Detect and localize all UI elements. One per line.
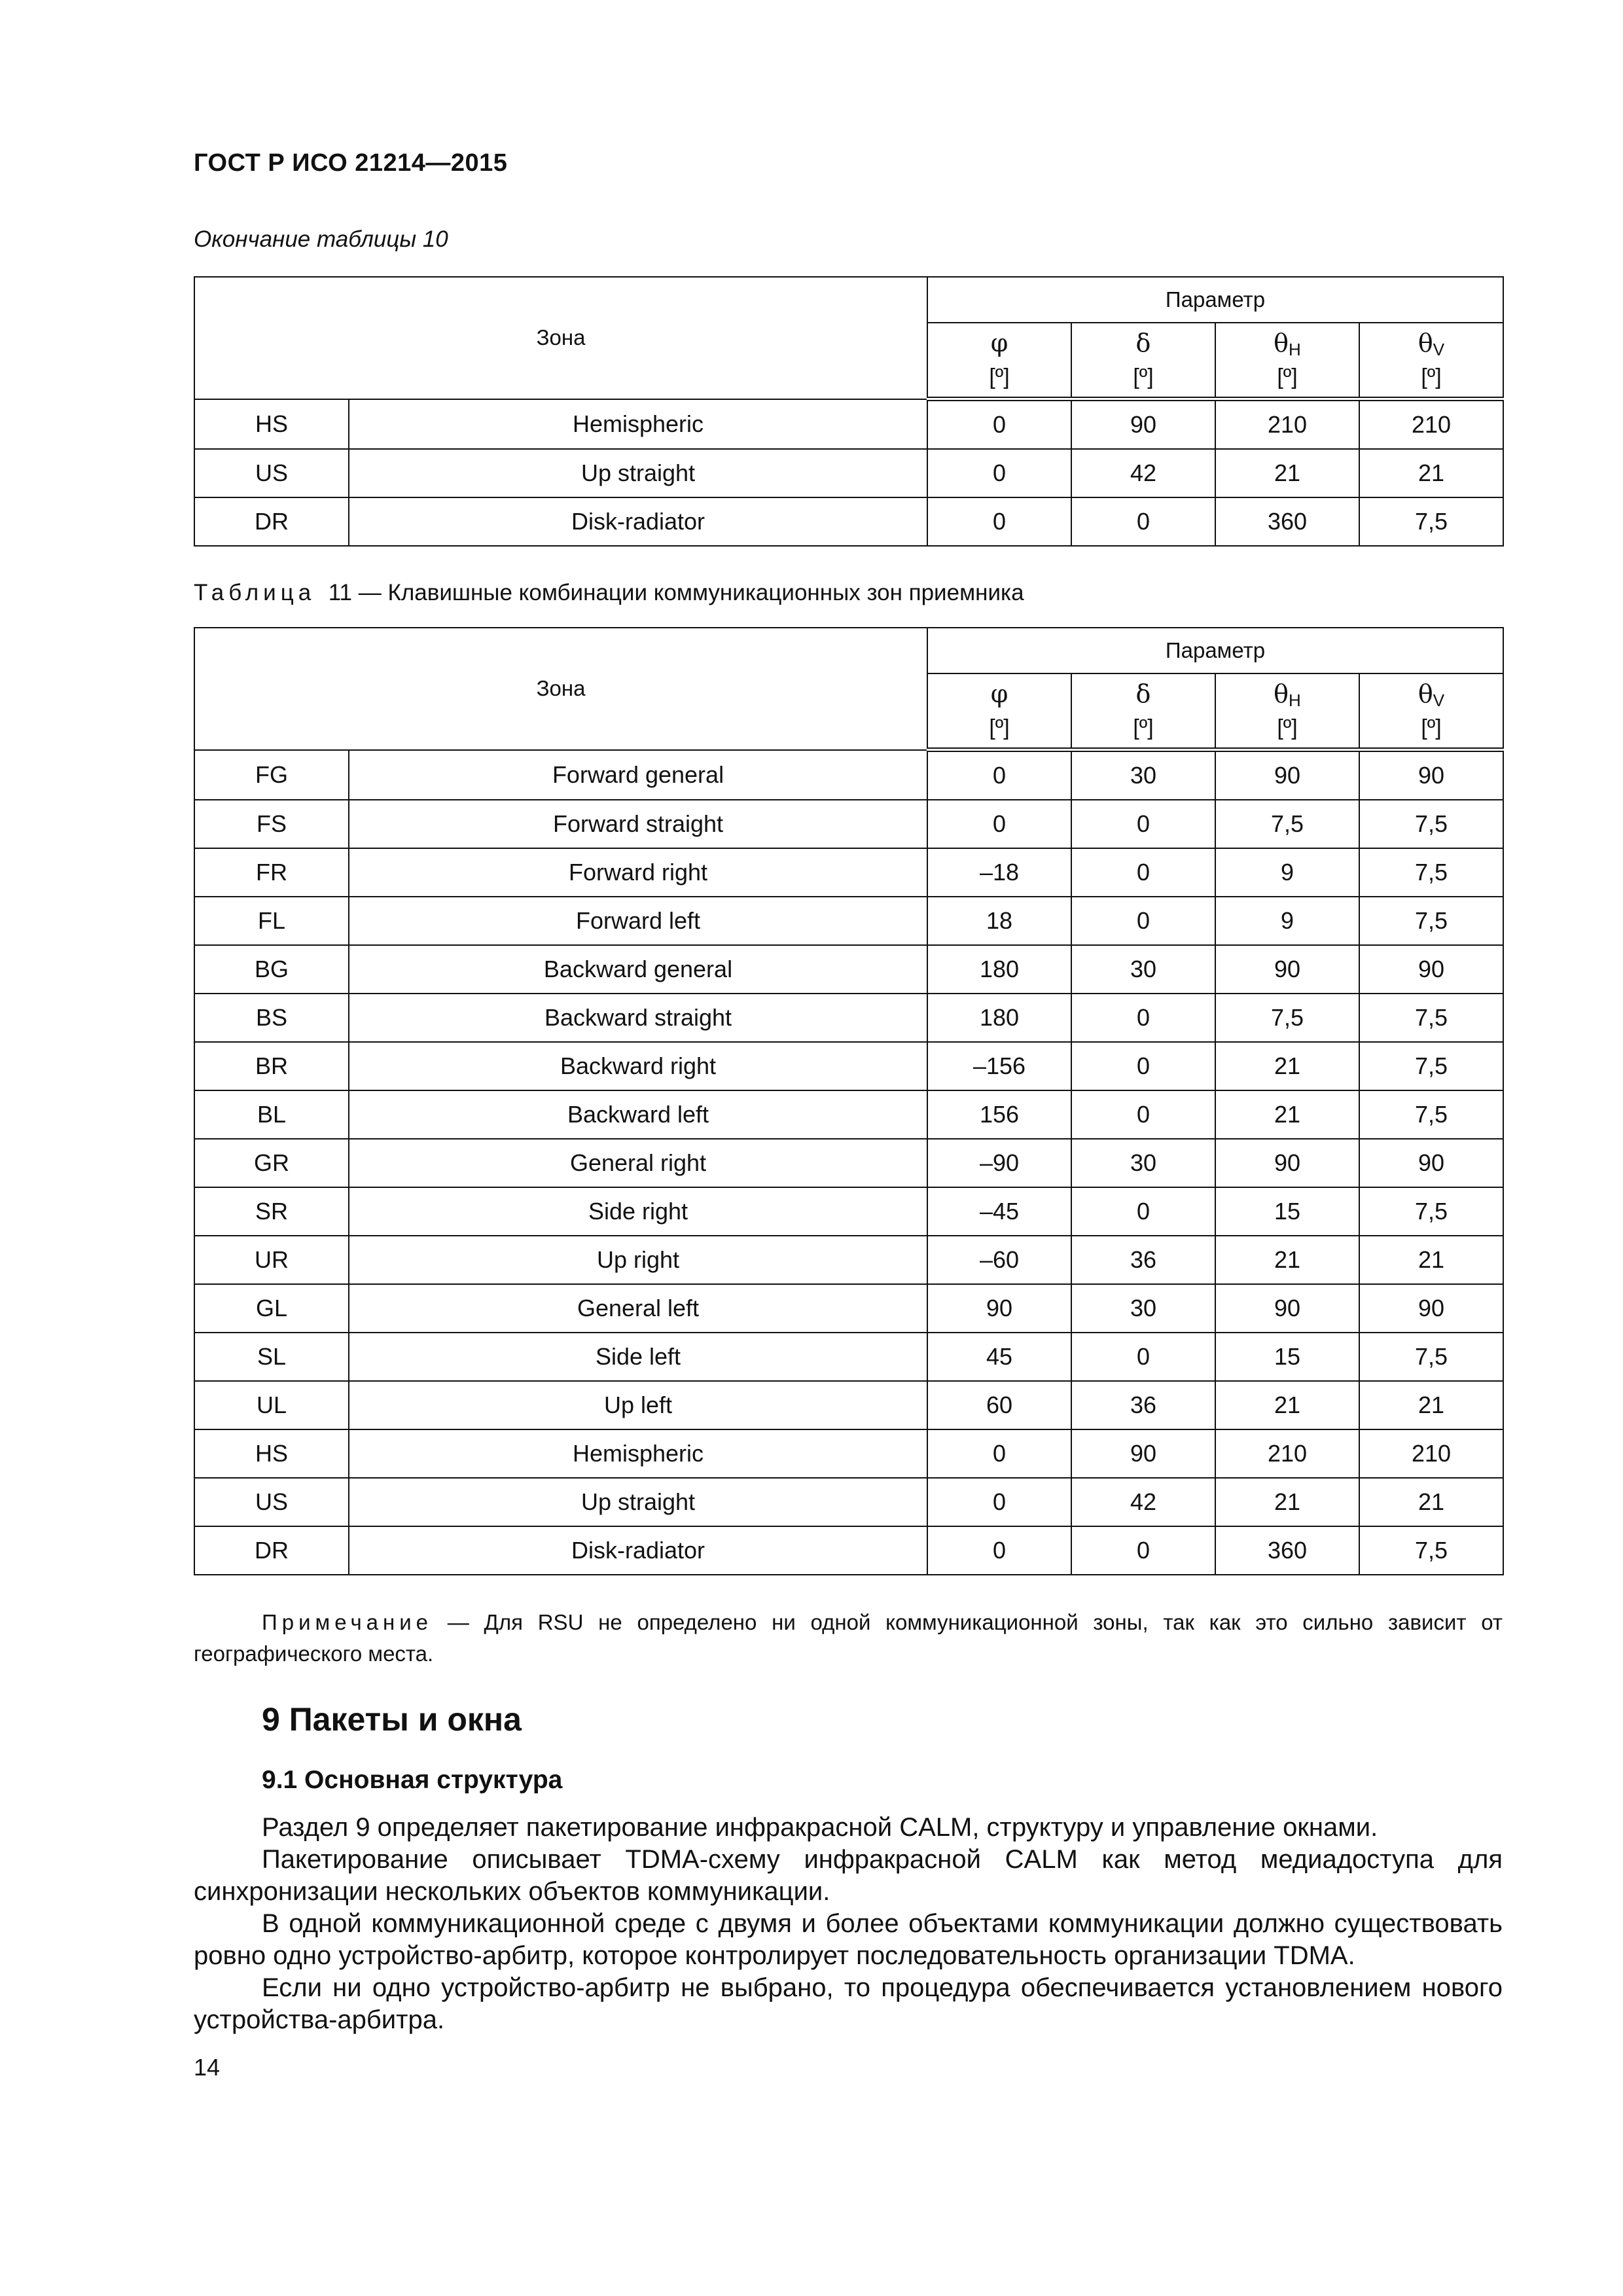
param-header: Параметр	[927, 277, 1503, 323]
zone-name-cell: Hemispheric	[349, 1429, 927, 1478]
param-symbol-subscript: V	[1433, 691, 1445, 710]
table-row	[194, 897, 1503, 945]
table-row	[194, 750, 1503, 800]
paragraph: Если ни одно устройство-арбитр не выбрано, то процедура обеспечивается установлением нового устройства-арбитра.	[194, 1973, 1503, 2034]
theta-h-cell: 7,5	[1215, 994, 1359, 1042]
delta-cell: 30	[1071, 1139, 1215, 1187]
delta-cell: 0	[1071, 1526, 1215, 1575]
delta-cell: 36	[1071, 1236, 1215, 1284]
delta-cell: 42	[1071, 449, 1215, 497]
param-column-header	[1071, 323, 1215, 399]
theta-h-cell: 15	[1215, 1187, 1359, 1236]
table-row	[194, 497, 1503, 546]
table-row	[194, 1187, 1503, 1236]
phi-cell: 180	[927, 994, 1071, 1042]
param-symbol: φ	[990, 329, 1008, 357]
zone-name-cell: Disk-radiator	[349, 497, 927, 546]
theta-h-cell: 21	[1215, 449, 1359, 497]
delta-cell: 0	[1071, 848, 1215, 897]
zone-code-cell: DR	[194, 497, 349, 546]
zone-code-cell: HS	[194, 399, 349, 450]
document-header: ГОСТ Р ИСО 21214—2015	[194, 149, 508, 177]
zone-name-cell: Backward right	[349, 1042, 927, 1090]
param-unit: [º]	[1421, 715, 1442, 740]
table-row	[194, 1090, 1503, 1139]
zone-name-cell: Up straight	[349, 449, 927, 497]
phi-cell: 180	[927, 945, 1071, 994]
phi-cell: 0	[927, 1429, 1071, 1478]
delta-cell: 0	[1071, 1333, 1215, 1381]
zone-name-cell: Side right	[349, 1187, 927, 1236]
param-symbol: θ	[1274, 679, 1289, 708]
zone-header: Зона	[194, 277, 927, 399]
paragraph: В одной коммуникационной среде с двумя и более объектами коммуникации должно существовать ровно одно устройство-арбитр, которое контролирует последовательность организации TDMA.	[194, 1909, 1503, 1970]
zone-name-cell: Side left	[349, 1333, 927, 1381]
phi-cell: –156	[927, 1042, 1071, 1090]
zone-code-cell: FS	[194, 800, 349, 848]
section-heading: 9 Пакеты и окна	[262, 1701, 522, 1738]
theta-h-cell: 210	[1215, 1429, 1359, 1478]
theta-h-cell: 21	[1215, 1478, 1359, 1526]
zone-name-cell: General left	[349, 1284, 927, 1333]
param-unit: [º]	[1277, 715, 1298, 740]
phi-cell: 0	[927, 449, 1071, 497]
zone-code-cell: US	[194, 1478, 349, 1526]
theta-v-cell: 7,5	[1359, 1187, 1503, 1236]
theta-v-cell: 7,5	[1359, 497, 1503, 546]
phi-cell: 90	[927, 1284, 1071, 1333]
table-row	[194, 1284, 1503, 1333]
table-row	[194, 994, 1503, 1042]
delta-cell: 0	[1071, 1187, 1215, 1236]
note-text: — Для RSU не определено ни одной коммуникационной зоны, так как это сильно зависит от географического места.	[194, 1610, 1503, 1666]
table11-caption-text: 11 — Клавишные комбинации коммуникационных зон приемника	[328, 580, 1024, 605]
zone-code-cell: GL	[194, 1284, 349, 1333]
param-symbol: φ	[990, 679, 1008, 708]
param-symbol: θ	[1418, 679, 1433, 708]
param-column-header	[1215, 323, 1359, 399]
zone-code-cell: BG	[194, 945, 349, 994]
phi-cell: 156	[927, 1090, 1071, 1139]
zone-code-cell: US	[194, 449, 349, 497]
table-note	[194, 1607, 1503, 1670]
zone-name-cell: Forward left	[349, 897, 927, 945]
table-row	[194, 1236, 1503, 1284]
zone-code-cell: GR	[194, 1139, 349, 1187]
theta-h-cell: 90	[1215, 945, 1359, 994]
page-number: 14	[194, 2054, 221, 2081]
delta-cell: 36	[1071, 1381, 1215, 1429]
table10-body	[194, 399, 1503, 547]
table-row	[194, 848, 1503, 897]
table-row	[194, 945, 1503, 994]
phi-cell: 45	[927, 1333, 1071, 1381]
table11-caption	[194, 580, 1024, 606]
param-unit: [º]	[989, 715, 1010, 740]
theta-v-cell: 7,5	[1359, 1090, 1503, 1139]
theta-v-cell: 7,5	[1359, 1333, 1503, 1381]
zone-code-cell: FR	[194, 848, 349, 897]
phi-cell: 0	[927, 399, 1071, 450]
param-column-header	[1071, 673, 1215, 750]
phi-cell: –45	[927, 1187, 1071, 1236]
theta-h-cell: 360	[1215, 497, 1359, 546]
theta-h-cell: 7,5	[1215, 800, 1359, 848]
param-unit: [º]	[1277, 365, 1298, 389]
zone-code-cell: HS	[194, 1429, 349, 1478]
phi-cell: –90	[927, 1139, 1071, 1187]
theta-v-cell: 21	[1359, 1478, 1503, 1526]
phi-cell: –60	[927, 1236, 1071, 1284]
zone-name-cell: Hemispheric	[349, 399, 927, 450]
table10-caption: Окончание таблицы 10	[194, 226, 448, 252]
table-row	[194, 399, 1503, 450]
table-row	[194, 1526, 1503, 1575]
table10	[194, 276, 1504, 547]
table-row	[194, 1042, 1503, 1090]
theta-h-cell: 210	[1215, 399, 1359, 450]
phi-cell: 60	[927, 1381, 1071, 1429]
theta-h-cell: 21	[1215, 1236, 1359, 1284]
table-row	[194, 449, 1503, 497]
theta-v-cell: 90	[1359, 1139, 1503, 1187]
param-unit: [º]	[1133, 365, 1154, 389]
theta-h-cell: 15	[1215, 1333, 1359, 1381]
delta-cell: 0	[1071, 1042, 1215, 1090]
phi-cell: –18	[927, 848, 1071, 897]
table-row	[194, 800, 1503, 848]
zone-name-cell: Forward right	[349, 848, 927, 897]
theta-v-cell: 210	[1359, 399, 1503, 450]
table-row	[194, 1478, 1503, 1526]
zone-name-cell: Backward straight	[349, 994, 927, 1042]
table11-body	[194, 750, 1503, 1575]
delta-cell: 42	[1071, 1478, 1215, 1526]
table-row	[194, 1333, 1503, 1381]
theta-v-cell: 7,5	[1359, 848, 1503, 897]
theta-h-cell: 90	[1215, 1139, 1359, 1187]
table-row	[194, 1381, 1503, 1429]
param-symbol: δ	[1135, 679, 1151, 708]
theta-v-cell: 7,5	[1359, 1042, 1503, 1090]
zone-name-cell: Up left	[349, 1381, 927, 1429]
delta-cell: 30	[1071, 750, 1215, 800]
delta-cell: 90	[1071, 1429, 1215, 1478]
zone-name-cell: Forward general	[349, 750, 927, 800]
param-column-header	[1359, 673, 1503, 750]
zone-name-cell: Up right	[349, 1236, 927, 1284]
zone-code-cell: FL	[194, 897, 349, 945]
zone-code-cell: FG	[194, 750, 349, 800]
phi-cell: 0	[927, 800, 1071, 848]
zone-code-cell: SL	[194, 1333, 349, 1381]
theta-h-cell: 9	[1215, 897, 1359, 945]
zone-code-cell: BL	[194, 1090, 349, 1139]
theta-h-cell: 21	[1215, 1090, 1359, 1139]
theta-v-cell: 21	[1359, 449, 1503, 497]
zone-name-cell: Backward general	[349, 945, 927, 994]
zone-code-cell: SR	[194, 1187, 349, 1236]
param-symbol-subscript: H	[1289, 340, 1301, 359]
theta-v-cell: 90	[1359, 1284, 1503, 1333]
zone-code-cell: BS	[194, 994, 349, 1042]
delta-cell: 0	[1071, 800, 1215, 848]
param-symbol: δ	[1135, 329, 1151, 357]
param-unit: [º]	[989, 365, 1010, 389]
param-column-header	[1359, 323, 1503, 399]
theta-h-cell: 90	[1215, 750, 1359, 800]
delta-cell: 0	[1071, 1090, 1215, 1139]
theta-v-cell: 21	[1359, 1236, 1503, 1284]
paragraph: Пакетирование описывает TDMA-схему инфракрасной CALM как метод медиадоступа для синхронизации нескольких объектов коммуникации.	[194, 1845, 1503, 1906]
theta-v-cell: 7,5	[1359, 897, 1503, 945]
zone-code-cell: BR	[194, 1042, 349, 1090]
theta-v-cell: 7,5	[1359, 1526, 1503, 1575]
theta-h-cell: 21	[1215, 1042, 1359, 1090]
theta-v-cell: 7,5	[1359, 800, 1503, 848]
phi-cell: 0	[927, 497, 1071, 546]
theta-v-cell: 21	[1359, 1381, 1503, 1429]
delta-cell: 30	[1071, 945, 1215, 994]
zone-name-cell: Up straight	[349, 1478, 927, 1526]
phi-cell: 0	[927, 1526, 1071, 1575]
theta-v-cell: 7,5	[1359, 994, 1503, 1042]
table-row	[194, 1429, 1503, 1478]
param-column-header	[1215, 673, 1359, 750]
delta-cell: 0	[1071, 994, 1215, 1042]
delta-cell: 90	[1071, 399, 1215, 450]
theta-h-cell: 21	[1215, 1381, 1359, 1429]
param-symbol: θ	[1418, 329, 1433, 357]
param-unit: [º]	[1421, 365, 1442, 389]
zone-name-cell: Backward left	[349, 1090, 927, 1139]
theta-h-cell: 360	[1215, 1526, 1359, 1575]
delta-cell: 30	[1071, 1284, 1215, 1333]
zone-code-cell: UR	[194, 1236, 349, 1284]
zone-name-cell: General right	[349, 1139, 927, 1187]
table-row	[194, 1139, 1503, 1187]
param-symbol-subscript: H	[1289, 691, 1301, 710]
param-symbol: θ	[1274, 329, 1289, 357]
table11	[194, 627, 1504, 1575]
body-text	[194, 1812, 1503, 2036]
theta-h-cell: 90	[1215, 1284, 1359, 1333]
param-symbol-subscript: V	[1433, 340, 1445, 359]
subsection-heading: 9.1 Основная структура	[262, 1766, 563, 1794]
theta-v-cell: 90	[1359, 945, 1503, 994]
zone-name-cell: Forward straight	[349, 800, 927, 848]
table11-caption-label: Таблица	[194, 580, 316, 605]
phi-cell: 0	[927, 750, 1071, 800]
theta-v-cell: 210	[1359, 1429, 1503, 1478]
phi-cell: 18	[927, 897, 1071, 945]
delta-cell: 0	[1071, 897, 1215, 945]
param-column-header	[927, 323, 1071, 399]
paragraph: Раздел 9 определяет пакетирование инфракрасной CALM, структуру и управление окнами.	[262, 1813, 1378, 1842]
param-unit: [º]	[1133, 715, 1154, 740]
zone-name-cell: Disk-radiator	[349, 1526, 927, 1575]
param-header: Параметр	[927, 628, 1503, 673]
theta-h-cell: 9	[1215, 848, 1359, 897]
phi-cell: 0	[927, 1478, 1071, 1526]
param-column-header	[927, 673, 1071, 750]
zone-header: Зона	[194, 628, 927, 750]
zone-code-cell: DR	[194, 1526, 349, 1575]
note-label: Примечание	[262, 1610, 433, 1634]
theta-v-cell: 90	[1359, 750, 1503, 800]
zone-code-cell: UL	[194, 1381, 349, 1429]
delta-cell: 0	[1071, 497, 1215, 546]
